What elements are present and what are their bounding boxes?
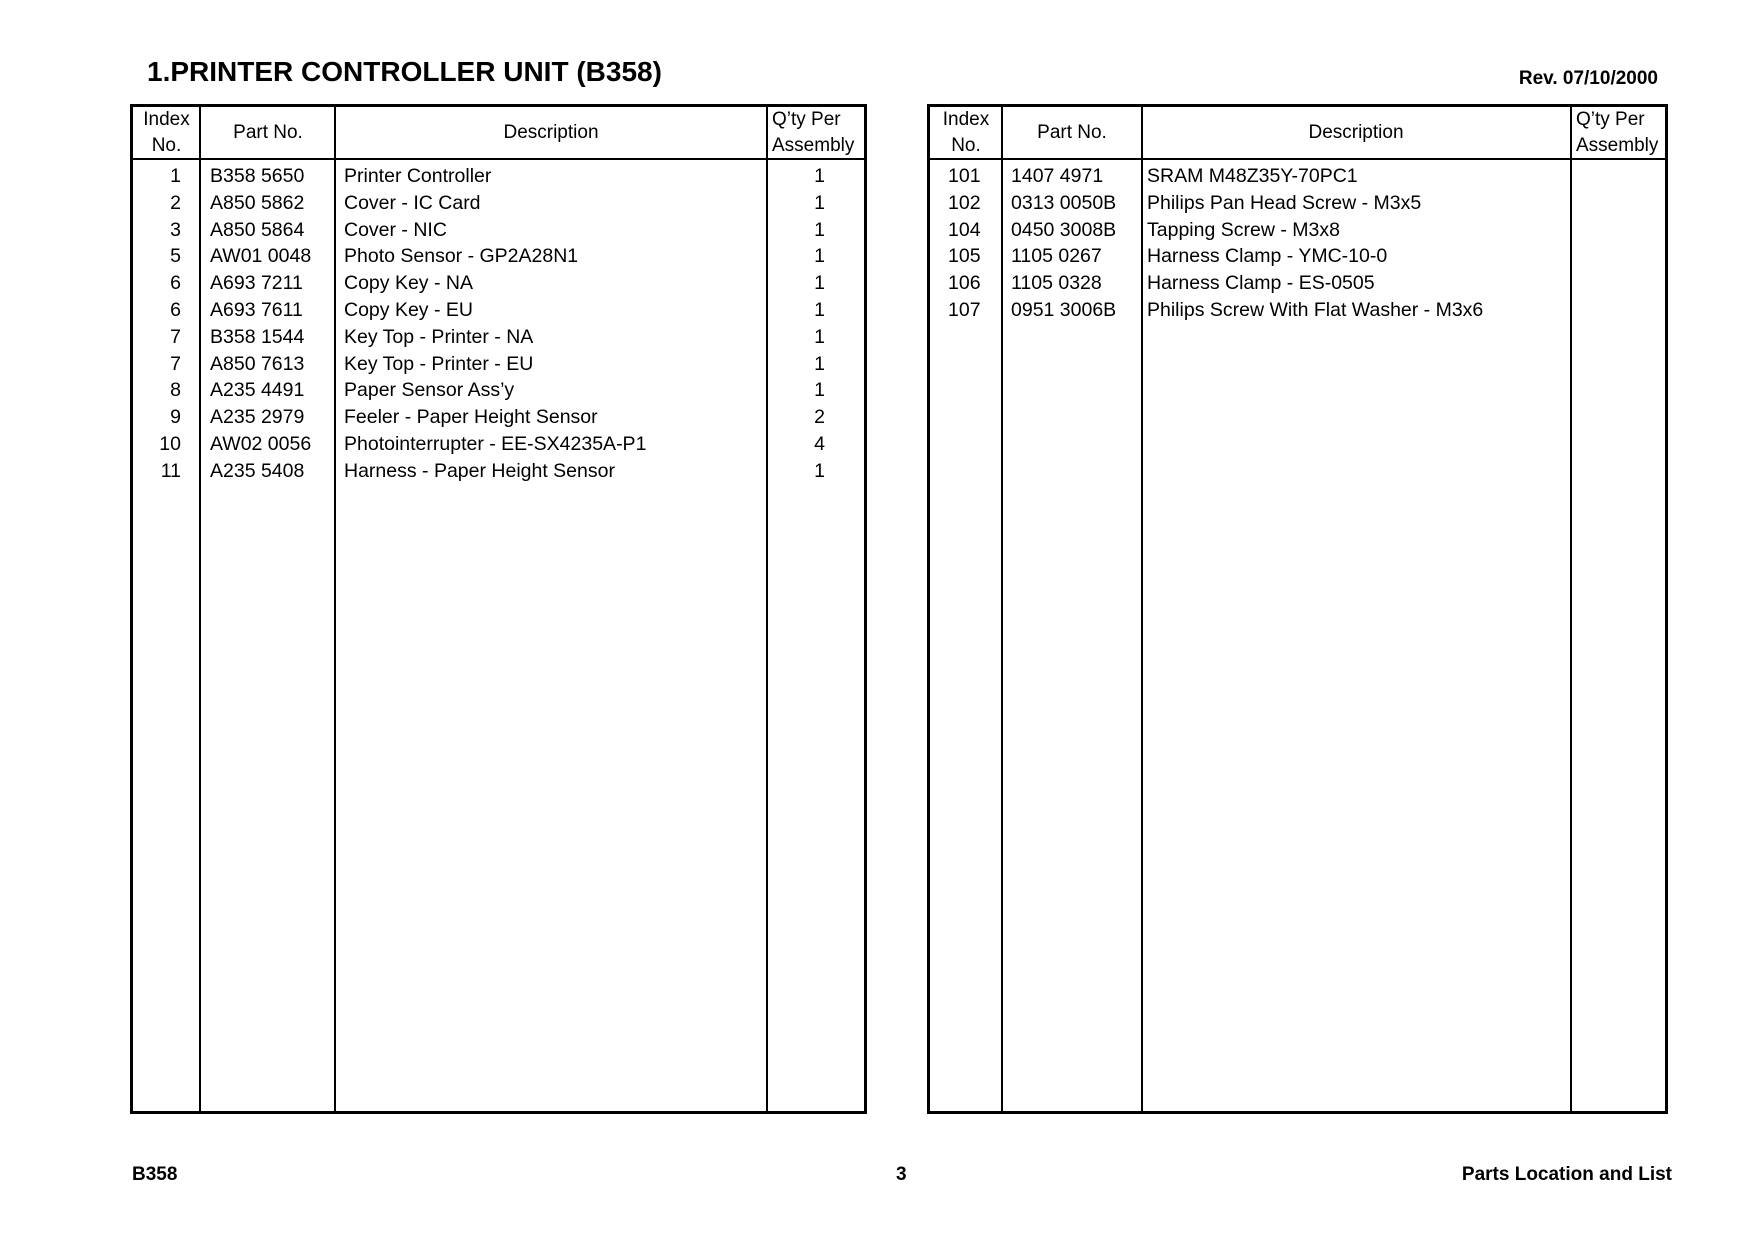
table-row	[133, 324, 864, 351]
table-row	[133, 351, 864, 378]
footer-section: Parts Location and List	[1461, 1164, 1672, 1185]
description-cell: Printer Controller	[344, 165, 492, 187]
table-row	[930, 297, 1665, 324]
table-row	[133, 377, 864, 404]
index-cell: 105	[948, 245, 981, 268]
header-qty: Q’ty Per Assembly	[1576, 109, 1659, 156]
description-cell: Photo Sensor - GP2A28N1	[344, 245, 579, 268]
header-description: Description	[503, 121, 599, 143]
description-cell: Key Top - Printer - EU	[344, 352, 534, 375]
part-no-cell: A235 2979	[210, 406, 305, 429]
table-row	[930, 190, 1665, 217]
part-no-cell: B358 5650	[210, 165, 305, 187]
part-no-cell: 0313 0050B	[1011, 191, 1117, 214]
description-cell: Photointerrupter - EE-SX4235A-P1	[344, 432, 647, 455]
qty-cell: 1	[814, 218, 825, 241]
footer-model: B358	[132, 1164, 178, 1185]
table-row	[930, 270, 1665, 297]
description-cell: Paper Sensor Ass’y	[344, 379, 515, 402]
part-no-cell: AW01 0048	[210, 245, 312, 268]
part-no-cell: 1407 4971	[1011, 165, 1104, 187]
table-row	[930, 163, 1665, 190]
qty-cell: 4	[814, 432, 825, 455]
qty-cell: 1	[814, 325, 825, 348]
index-cell: 106	[948, 272, 981, 295]
table-row	[133, 243, 864, 270]
part-no-cell: A850 7613	[210, 352, 305, 375]
qty-cell: 1	[814, 245, 825, 268]
table-body	[133, 163, 864, 485]
header-part-no: Part No.	[1037, 121, 1107, 143]
description-cell: Cover - NIC	[344, 218, 447, 241]
description-cell: SRAM M48Z35Y-70PC1	[1147, 165, 1358, 187]
part-no-cell: A235 4491	[210, 379, 305, 402]
header-index: Index No.	[143, 108, 190, 156]
qty-cell: 2	[814, 406, 825, 429]
parts-table-left	[130, 104, 867, 1114]
qty-cell: 1	[814, 352, 825, 375]
part-no-cell: 0450 3008B	[1011, 218, 1117, 241]
description-cell: Feeler - Paper Height Sensor	[344, 406, 598, 429]
index-cell: 104	[948, 218, 981, 241]
qty-cell: 1	[814, 459, 825, 482]
part-no-cell: A850 5862	[210, 191, 305, 214]
description-cell: Philips Pan Head Screw - M3x5	[1147, 191, 1422, 214]
index-cell: 11	[160, 459, 181, 482]
description-cell: Tapping Screw - M3x8	[1147, 218, 1340, 241]
revision-date: Rev. 07/10/2000	[1518, 68, 1658, 89]
description-cell: Harness Clamp - ES-0505	[1147, 272, 1375, 295]
header-description: Description	[1308, 121, 1404, 143]
description-cell: Key Top - Printer - NA	[344, 325, 534, 348]
footer-page-number: 3	[896, 1164, 907, 1185]
parts-table-right	[927, 104, 1668, 1114]
index-cell: 10	[159, 432, 181, 455]
description-cell: Cover - IC Card	[344, 191, 481, 214]
part-no-cell: B358 1544	[210, 325, 305, 348]
header-qty: Q’ty Per Assembly	[772, 109, 855, 156]
table-body	[930, 163, 1665, 324]
table-row	[133, 431, 864, 458]
table-row	[133, 190, 864, 217]
index-cell: 6	[170, 272, 181, 295]
table-row	[930, 243, 1665, 270]
part-no-cell: AW02 0056	[210, 432, 312, 455]
part-no-cell: A693 7211	[210, 272, 303, 295]
index-cell: 6	[170, 298, 181, 321]
description-cell: Copy Key - NA	[344, 272, 473, 295]
index-cell: 7	[170, 325, 181, 348]
table-row	[133, 404, 864, 431]
table-header	[133, 107, 864, 160]
index-cell: 8	[170, 379, 181, 402]
part-no-cell: 1105 0267	[1011, 245, 1102, 268]
index-cell: 102	[948, 191, 981, 214]
table-row	[133, 270, 864, 297]
index-cell: 1	[170, 165, 181, 187]
table-row	[133, 297, 864, 324]
description-cell: Harness - Paper Height Sensor	[344, 459, 615, 482]
part-no-cell: A693 7611	[210, 298, 303, 321]
index-cell: 2	[170, 191, 181, 214]
table-row	[133, 163, 864, 190]
page-title: 1.PRINTER CONTROLLER UNIT (B358)	[147, 56, 662, 87]
index-cell: 101	[948, 165, 981, 187]
part-no-cell: 0951 3006B	[1011, 298, 1117, 321]
qty-cell: 1	[814, 298, 825, 321]
part-no-cell: A850 5864	[210, 218, 305, 241]
table-row	[133, 458, 864, 485]
part-no-cell: A235 5408	[210, 459, 305, 482]
description-cell: Harness Clamp - YMC-10-0	[1147, 245, 1388, 268]
table-row	[930, 217, 1665, 244]
description-cell: Philips Screw With Flat Washer - M3x6	[1147, 298, 1484, 321]
description-cell: Copy Key - EU	[344, 298, 473, 321]
table-row	[133, 217, 864, 244]
qty-cell: 1	[814, 272, 825, 295]
table-header	[930, 107, 1665, 160]
index-cell: 7	[170, 352, 181, 375]
qty-cell: 1	[814, 191, 825, 214]
header-part-no: Part No.	[233, 121, 303, 143]
index-cell: 9	[170, 406, 181, 429]
qty-cell: 1	[814, 379, 825, 402]
qty-cell: 1	[814, 165, 825, 187]
index-cell: 3	[170, 218, 181, 241]
header-index: Index No.	[942, 108, 990, 156]
index-cell: 107	[948, 298, 981, 321]
index-cell: 5	[170, 245, 181, 268]
part-no-cell: 1105 0328	[1011, 272, 1102, 295]
